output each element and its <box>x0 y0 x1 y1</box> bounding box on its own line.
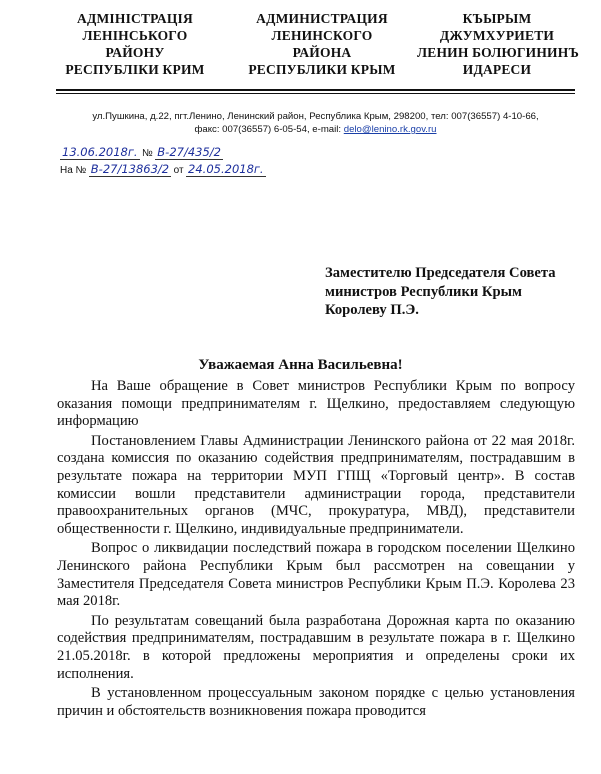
letterhead-ukrainian <box>60 10 210 78</box>
addressee-line: министров Республики Крым <box>325 283 522 300</box>
letterhead-line: КЪЫРЫМ <box>462 11 532 26</box>
outgoing-date: 13.06.2018г. <box>62 145 138 159</box>
address-line: ул.Пушкина, д.22, пгт.Ленино, Ленинский район, Республика Крым, 298200, тел: 007(36557) 4-10-66, <box>92 111 539 122</box>
letterhead-line: РАЙОНА <box>292 45 352 60</box>
salutation: Уважаемая Анна Васильевна! <box>198 357 403 373</box>
letterhead-line: ИДАРЕСИ <box>462 62 532 77</box>
letterhead-line: ЛЕНИН БОЛЮГИНИНЪ <box>417 45 579 60</box>
address-line-2 <box>56 123 575 136</box>
contact-address <box>56 110 575 136</box>
email-link[interactable]: delo@lenino.rk.gov.ru <box>343 124 437 135</box>
body-paragraph: Постановлением Главы Администрации Ленинского района от 22 мая 2018г. создана комиссия по оказанию содействия предпринимателям, пострадавшим в результате пожара на территории МУП ГПЩ «Торговый центр». В состав комиссии вошли представители администрации города, представители правоохранительных органов (МЧС, прокуратура, МВД), представители общественности г. Щелкино, индивидуальные предприниматели. <box>57 432 575 537</box>
body-paragraph: По результатам совещаний была разработана Дорожная карта по оказанию содействия предпринимателям, пострадавшим в результате пожара в г. Щелкино 21.05.2018г. в которой предложены мероприятия и определены сроки их исполнения. <box>57 612 575 682</box>
from-label: от <box>173 165 184 176</box>
letterhead-line: РАЙОНУ <box>105 45 165 60</box>
reply-registration <box>60 162 266 178</box>
letterhead-line: РЕСПУБЛИКИ КРЫМ <box>248 62 396 77</box>
letterhead-line: РЕСПУБЛІКИ КРИМ <box>65 62 205 77</box>
reply-date: 24.05.2018г. <box>188 162 264 176</box>
letterhead-russian <box>247 10 397 78</box>
outgoing-number: В-27/435/2 <box>157 145 221 159</box>
letter-body <box>57 378 575 722</box>
header-divider-thick <box>56 89 575 91</box>
body-paragraph: В установленном процессуальным законом порядке с целью установления причин и обстоятельств возникновения пожара проводится <box>57 685 575 719</box>
addressee-line: Заместителю Председателя Совета <box>325 265 556 281</box>
letterhead-crimean-tatar <box>417 10 577 78</box>
outgoing-registration <box>60 145 223 161</box>
reply-number: В-27/13863/2 <box>90 162 170 176</box>
reply-label: На № <box>60 165 87 176</box>
letterhead-line: ЛЕНИНСКОГО <box>271 28 373 43</box>
body-paragraph: Вопрос о ликвидации последствий пожара в городском поселении Щелкино Ленинского района Республики Крым был рассмотрен на совещании у Заместителя Председателя Совета министров Республики Крым П.Э. Королева 23 мая 2018г. <box>57 540 575 610</box>
letterhead-line: ЛЕНІНСЬКОГО <box>82 28 188 43</box>
letterhead-line: АДМІНІСТРАЦІЯ <box>77 11 193 26</box>
fax-text: факс: 007(36557) 6-05-54, e-mail: <box>194 124 344 135</box>
header-divider-thin <box>56 93 575 94</box>
body-paragraph: На Ваше обращение в Совет министров Республики Крым по вопросу оказания помощи предпринимателям г. Щелкино, предоставляем следующую информацию <box>57 378 575 430</box>
letterhead-line: ДЖУМХУРИЕТИ <box>439 28 555 43</box>
addressee-block <box>325 264 585 320</box>
letterhead-line: АДМИНИСТРАЦИЯ <box>256 11 388 26</box>
number-label: № <box>142 148 153 159</box>
addressee-line: Королеву П.Э. <box>325 302 419 318</box>
